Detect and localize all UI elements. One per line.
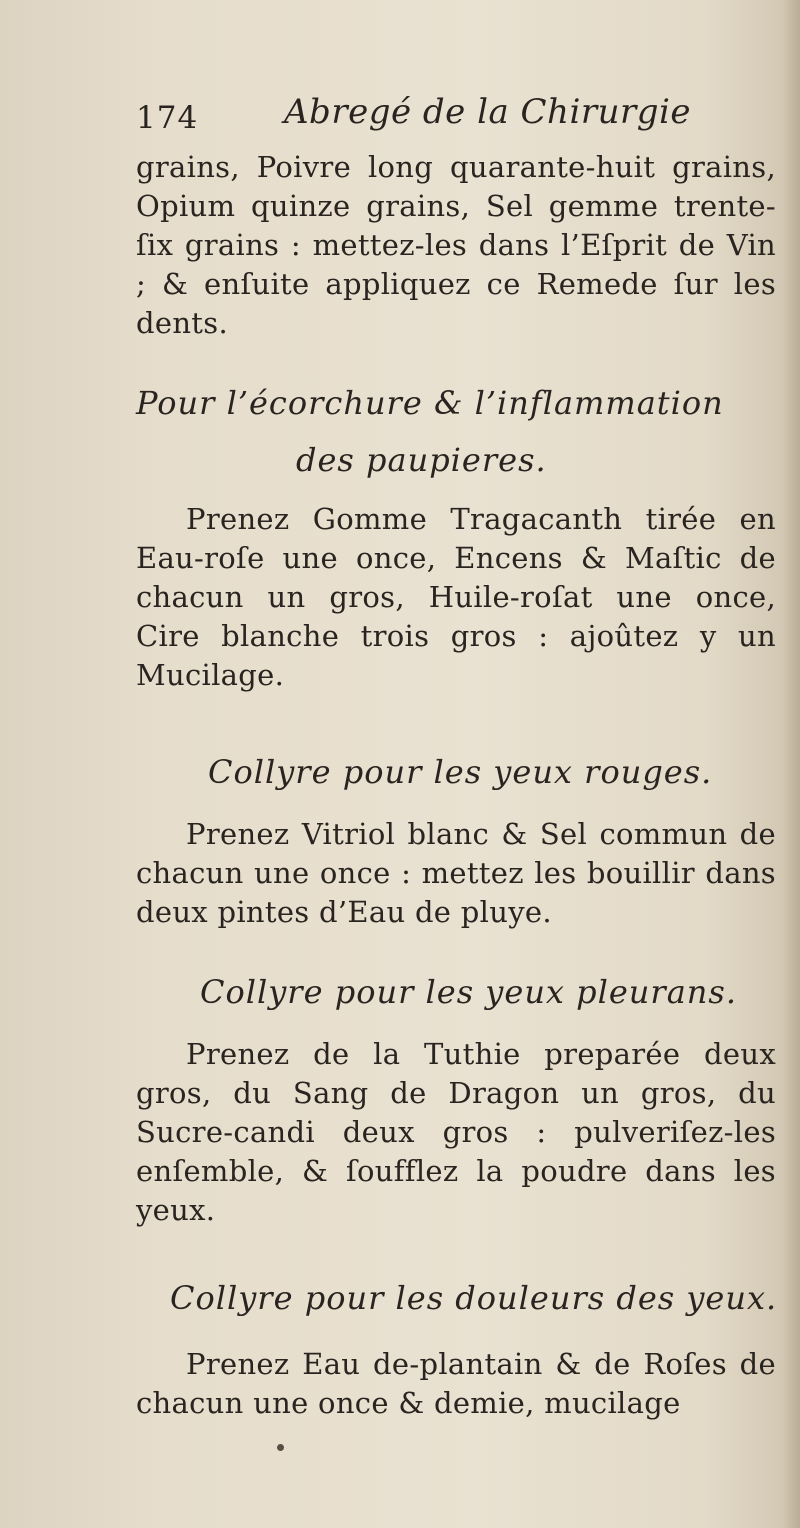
heading-ecorchure-line1: Pour l’écorchure & l’inflammation — [136, 384, 724, 422]
paragraph-paupieres-remedy: Prenez Gomme Tragacanth tirée en Eau-roſe une once, Encens & Maſtic de chacun un gros, Huile-roſat une once, Cire blanche trois gros : ajoûtez y un Mucilage. — [136, 502, 776, 692]
ink-spot — [277, 1444, 284, 1451]
paragraph-yeux-pleurans-remedy: Prenez de la Tuthie preparée deux gros, du Sang de Dragon un gros, du Sucre-candi deux gros : pulveriſez-les enſemble, & ſoufflez la poudre dans les yeux. — [136, 1037, 776, 1227]
page-header — [136, 92, 776, 142]
page-edge-shadow — [782, 0, 800, 1528]
paragraph-douleurs-yeux-remedy: Prenez Eau de-plantain & de Roſes de chacun une once & demie, mucilage — [136, 1347, 776, 1420]
heading-douleurs-yeux: Collyre pour les douleurs des yeux. — [170, 1279, 778, 1317]
heading-yeux-rouges: Collyre pour les yeux rouges. — [208, 753, 713, 791]
heading-ecorchure-line2: des paupieres. — [296, 441, 547, 479]
paragraph-remedy-continued: grains, Poivre long quarante-huit grains, Opium quinze grains, Sel gemme trente-ſix grains : mettez-les dans l’Eſprit de Vin ; & enſuite appliquez ce Remede ſur les dents. — [136, 150, 776, 340]
running-title: Abregé de la Chirurgie — [284, 92, 691, 132]
paragraph-yeux-rouges-remedy: Prenez Vitriol blanc & Sel commun de chacun une once : mettez les bouillir dans deux pintes d’Eau de pluye. — [136, 817, 776, 929]
heading-yeux-pleurans: Collyre pour les yeux pleurans. — [200, 973, 737, 1011]
page-number: 174 — [136, 100, 199, 136]
